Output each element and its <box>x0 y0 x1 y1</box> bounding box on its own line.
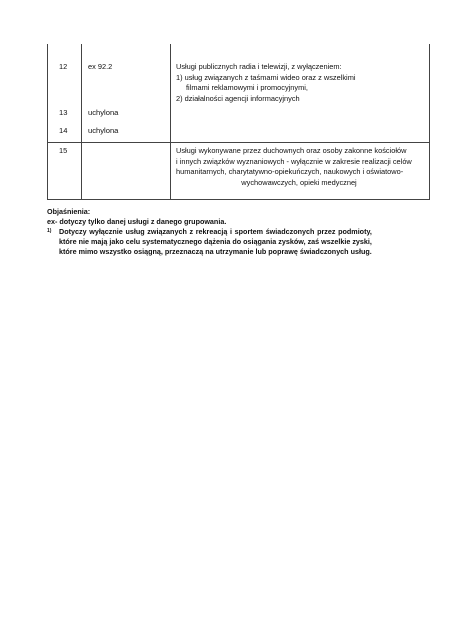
row-15-desc-line: humanitarnych, charytatywno-opiekuńczych, naukowych i oświatowo- <box>176 167 404 177</box>
row-15-description <box>176 146 422 188</box>
row-divider <box>48 142 429 143</box>
explanations <box>47 207 429 257</box>
column-divider <box>81 44 82 199</box>
row-15-desc-line: i innych związków wyznaniowych - wyłącznie w zakresie realizacji celów <box>176 156 412 166</box>
row-12-desc-line: Usługi publicznych radia i telewizji, z wyłączeniem: <box>176 62 342 71</box>
explanations-title: Objaśnienia: <box>47 207 91 216</box>
services-table <box>47 44 430 200</box>
row-12-desc-line: 2) działalności agencji informacyjnych <box>176 93 300 103</box>
row-15-desc-line: wychowawczych, opieki medycznej <box>241 177 357 187</box>
footnote-line: które mimo wszystko osiągną, przeznaczą na utrzymanie lub poprawę świadczonych usług. <box>59 247 372 256</box>
row-13-number: 13 <box>59 108 68 117</box>
row-15-number: 15 <box>59 146 68 155</box>
row-12-number: 12 <box>59 62 68 71</box>
footnote-text <box>59 227 372 257</box>
row-13-code: uchylona <box>88 108 119 117</box>
row-15-desc-line: Usługi wykonywane przez duchownych oraz osoby zakonne kościołów <box>176 146 407 155</box>
footnote-line: które nie mają jako celu systematycznego dążenia do osiągania zysków, zaś wszelkie zyski, <box>59 237 372 246</box>
footnote-line: Dotyczy wyłącznie usług związanych z rekreacją i sportem świadczonych przez podmioty, <box>59 227 372 236</box>
row-14-code: uchylona <box>88 126 119 135</box>
row-12-desc-line: 1) usług związanych z taśmami wideo oraz z wszelkimi <box>176 72 356 82</box>
column-divider <box>170 44 171 199</box>
row-12-description <box>176 62 422 104</box>
row-12-desc-line: filmami reklamowymi i promocyjnymi, <box>186 83 308 93</box>
ex-definition: ex- dotyczy tylko danej usługi z danego grupowania. <box>47 217 227 226</box>
row-14-number: 14 <box>59 126 68 135</box>
footnote-marker: 1) <box>47 228 52 234</box>
footnote-1 <box>47 227 429 257</box>
row-12-code: ex 92.2 <box>88 62 113 71</box>
